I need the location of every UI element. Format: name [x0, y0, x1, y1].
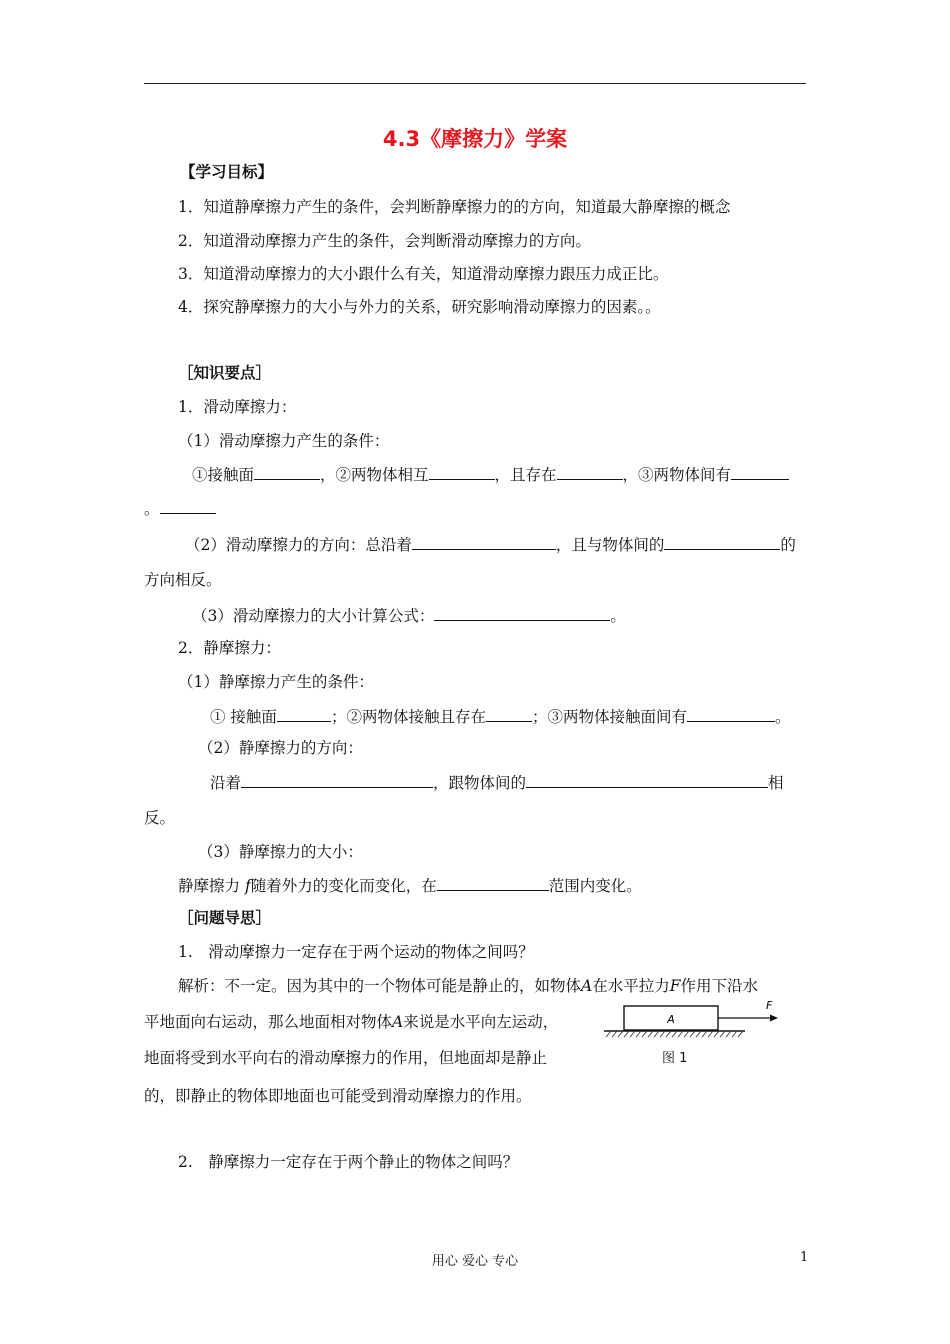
ground-hatching — [606, 1031, 743, 1037]
goal-item-3: 3．知道滑动摩擦力的大小跟什么有关，知道滑动摩擦力跟压力成正比。 — [178, 265, 669, 283]
goal-item-4: 4．探究静摩擦力的大小与外力的关系，研究影响滑动摩擦力的因素。。 — [178, 298, 661, 316]
direction-text-c: 的 — [780, 536, 796, 554]
static-cond-d: 。 — [774, 708, 791, 726]
answer-line-3: 地面将受到水平向右的滑动摩擦力的作用，但地面却是静止 — [144, 1049, 548, 1067]
formula-end: 。 — [610, 607, 626, 625]
header-rule — [144, 83, 806, 84]
fill-blank[interactable] — [429, 464, 495, 480]
figure-caption: 图 1 — [662, 1051, 688, 1066]
fill-blank[interactable] — [486, 706, 532, 722]
static-conditions-heading: （1）静摩擦力产生的条件： — [178, 673, 374, 691]
page-footer: 用心 爱心 专心 — [431, 1254, 519, 1269]
formula-text: （3）滑动摩擦力的大小计算公式： — [192, 607, 435, 625]
direction-text-a: （2）滑动摩擦力的方向：总沿着 — [185, 536, 412, 554]
fill-blank[interactable] — [731, 464, 789, 480]
answer-text: 平地面向右运动，那么地面相对物体 — [144, 1013, 393, 1031]
page-title: 4.3《摩擦力》学案 — [382, 127, 568, 151]
period-text: 。 — [144, 500, 160, 518]
fill-blank[interactable] — [687, 706, 775, 722]
block-a-label: A — [667, 1013, 675, 1026]
static-mag-b: 随着外力的变化而变化，在 — [250, 877, 437, 895]
sliding-conditions-heading: （1）滑动摩擦力产生的条件： — [178, 432, 390, 450]
fill-blank[interactable] — [526, 772, 768, 788]
direction-text-b: ，且与物体间的 — [555, 536, 665, 554]
cond-text-b: ，②两物体相互 — [320, 466, 429, 484]
cond-text-d: ，③两物体间有 — [622, 466, 732, 484]
fill-blank[interactable] — [277, 706, 331, 722]
key-points-heading: ［知识要点］ — [178, 363, 272, 382]
static-conditions-line — [210, 706, 790, 727]
sliding-conditions-cont — [144, 498, 216, 519]
question-1: 1. 滑动摩擦力一定存在于两个运动的物体之间吗？ — [178, 943, 534, 961]
goal-item-2: 2．知道滑动摩擦力产生的条件，会判断滑动摩擦力的方向。 — [178, 232, 591, 250]
static-dir-b: ，跟物体间的 — [433, 774, 527, 792]
answer-line-1 — [178, 976, 758, 996]
answer-text: 来说是水平向左运动， — [403, 1013, 559, 1031]
static-direction-line — [210, 772, 784, 793]
answer-line-4: 的，即静止的物体即地面也可能受到滑动摩擦力的作用。 — [144, 1087, 532, 1105]
static-magnitude-line — [178, 875, 642, 896]
fill-blank[interactable] — [160, 498, 216, 514]
sliding-conditions-line — [192, 464, 789, 485]
answer-line-2 — [144, 1012, 558, 1032]
sliding-formula-line — [192, 605, 626, 626]
cond-text-c: ，且存在 — [494, 466, 557, 484]
sliding-friction-heading: 1．滑动摩擦力： — [178, 398, 297, 416]
static-dir-c: 相 — [768, 774, 784, 792]
static-magnitude-heading: （3）静摩擦力的大小： — [198, 843, 363, 861]
fill-blank[interactable] — [557, 464, 623, 480]
fill-blank[interactable] — [434, 605, 610, 621]
fill-blank[interactable] — [664, 534, 780, 550]
static-mag-c: 范围内变化。 — [548, 877, 642, 895]
var-a: A — [392, 1013, 404, 1031]
static-direction-heading: （2）静摩擦力的方向： — [198, 739, 363, 757]
goal-item-1: 1．知道静摩擦力产生的条件，会判断静摩擦力的的方向，知道最大静摩擦的概念 — [178, 198, 731, 216]
sliding-direction-cont: 方向相反。 — [144, 571, 222, 589]
figure-1 — [602, 995, 802, 1070]
static-mag-a: 静摩擦力 — [178, 877, 241, 895]
sliding-direction-line — [185, 534, 796, 555]
goals-heading: 【学习目标】 — [180, 162, 274, 181]
var-f: f — [244, 877, 251, 895]
static-direction-cont: 反。 — [144, 809, 176, 827]
page-number: 1 — [800, 1250, 809, 1265]
answer-text: 解析：不一定。因为其中的一个物体可能是静止的，如物体 — [178, 977, 582, 995]
question-2: 2. 静摩擦力一定存在于两个静止的物体之间吗？ — [178, 1153, 519, 1171]
var-f: F — [669, 977, 681, 995]
force-label: F — [766, 999, 773, 1012]
static-cond-b: ；②两物体接触且存在 — [330, 708, 486, 726]
questions-heading: ［问题导思］ — [178, 908, 272, 927]
static-cond-c: ；③两物体接触面间有 — [531, 708, 687, 726]
static-cond-a: ① 接触面 — [210, 708, 277, 726]
static-friction-heading: 2．静摩擦力： — [178, 639, 281, 657]
cond-text-a: ①接触面 — [192, 466, 255, 484]
arrow-head — [770, 1015, 778, 1022]
answer-text: 在水平拉力 — [592, 977, 670, 995]
static-dir-a: 沿着 — [210, 774, 242, 792]
fill-blank[interactable] — [241, 772, 433, 788]
fill-blank[interactable] — [437, 875, 549, 891]
var-a: A — [581, 977, 593, 995]
answer-text: 作用下沿水 — [680, 977, 759, 995]
fill-blank[interactable] — [412, 534, 556, 550]
fill-blank[interactable] — [254, 464, 320, 480]
